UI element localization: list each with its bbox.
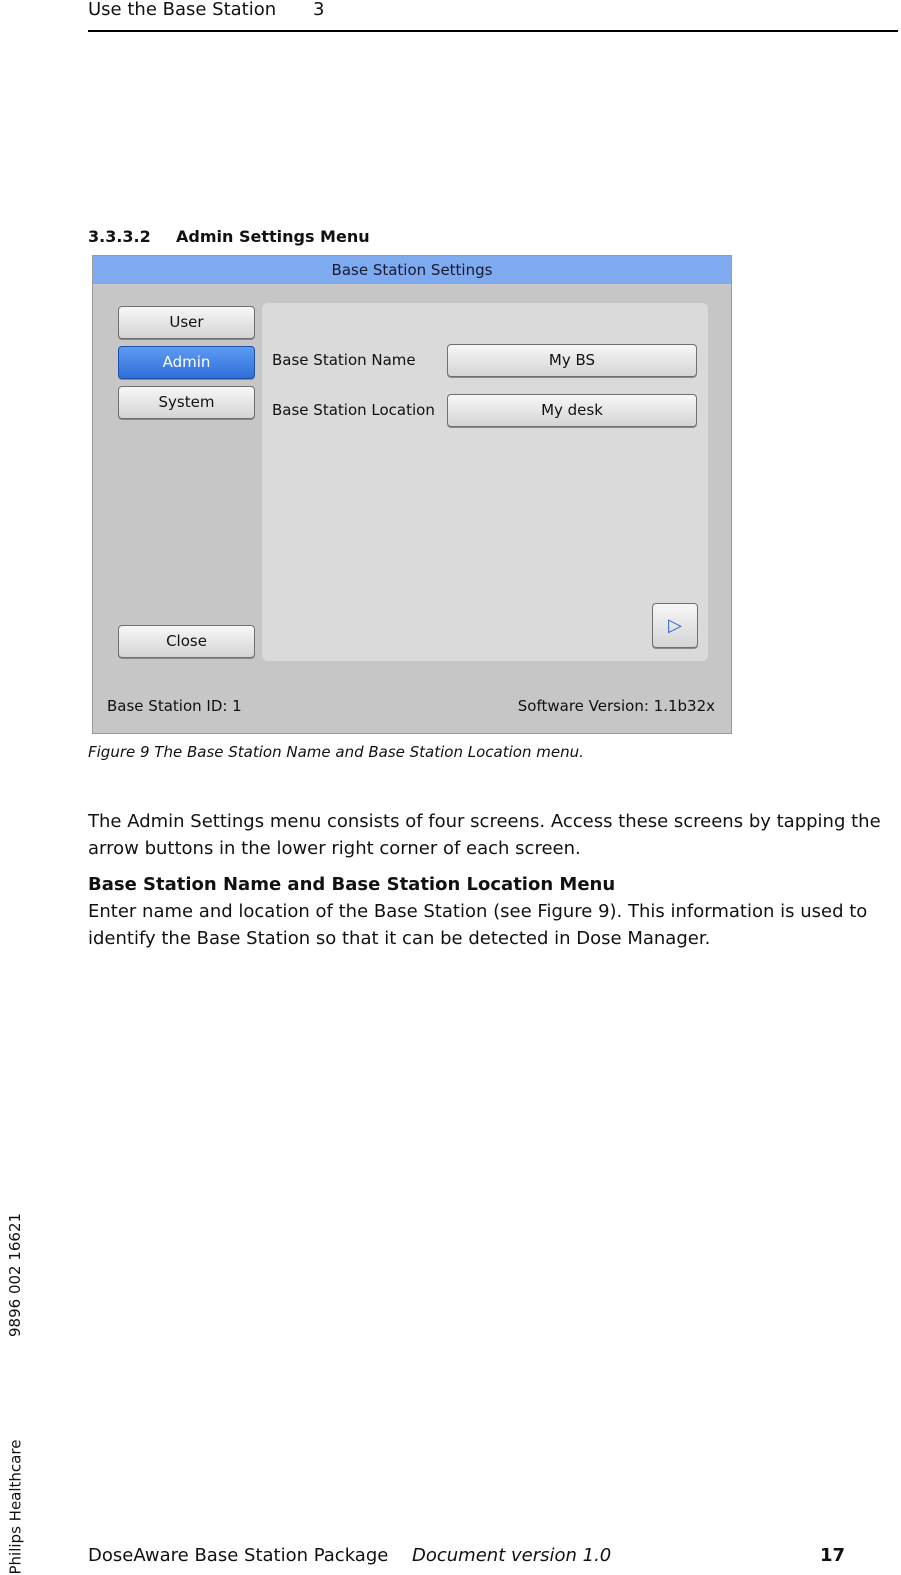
next-arrow-button[interactable] xyxy=(652,603,698,648)
chapter-number: 3 xyxy=(313,0,325,20)
base-station-id: Base Station ID: 1 xyxy=(107,697,242,715)
intro-paragraph: The Admin Settings menu consists of four screens. Access these screens by tapping the arrow buttons in the lower right corner of each screen. xyxy=(88,811,881,859)
section-heading xyxy=(88,227,370,246)
figure-caption: Figure 9 The Base Station Name and Base Station Location menu. xyxy=(88,743,584,761)
document-number: 9896 002 16621 xyxy=(6,1212,24,1337)
page-number: 17 xyxy=(820,1545,846,1566)
company-name: Philips Healthcare xyxy=(6,1439,25,1575)
admin-button[interactable]: Admin xyxy=(118,346,255,379)
footer-product: DoseAware Base Station Package xyxy=(88,1545,389,1566)
base-station-settings-screen xyxy=(92,255,732,734)
section-number: 3.3.3.2 xyxy=(88,227,151,246)
base-station-location-field[interactable]: My desk xyxy=(447,394,697,427)
subheading: Base Station Name and Base Station Location Menu xyxy=(88,874,616,895)
footer-version: Document version 1.0 xyxy=(412,1545,612,1566)
section-title: Admin Settings Menu xyxy=(176,227,370,246)
software-version: Software Version: 1.1b32x xyxy=(517,697,715,715)
body-paragraph: Enter name and location of the Base Station (see Figure 9). This information is used to identify the Base Station so that it can be detected in Dose Manager. xyxy=(88,901,868,949)
settings-panel xyxy=(262,303,708,661)
user-button[interactable]: User xyxy=(118,306,255,339)
chapter-title: Use the Base Station xyxy=(88,0,277,20)
page-header xyxy=(88,0,898,32)
base-station-name-field[interactable]: My BS xyxy=(447,344,697,377)
screen-title: Base Station Settings xyxy=(93,256,731,284)
base-station-name-label: Base Station Name xyxy=(272,351,416,369)
play-arrow-icon: ▷ xyxy=(668,615,682,636)
close-button[interactable]: Close xyxy=(118,625,255,658)
system-button[interactable]: System xyxy=(118,386,255,419)
base-station-location-label: Base Station Location xyxy=(272,401,435,419)
